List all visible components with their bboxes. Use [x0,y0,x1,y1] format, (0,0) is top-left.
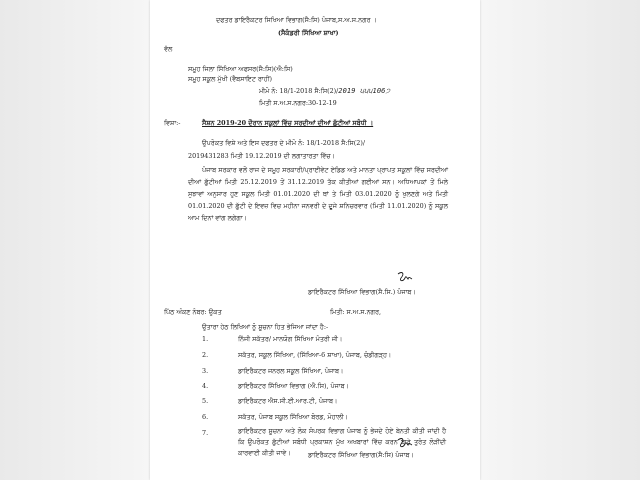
addressee-deo: ਸਮੂਹ ਜਿਲਾ ਸਿੱਖਿਆ ਅਫਸਰ(ਸੈ:ਸਿ)(ਐ:ਸਿ) [188,65,293,73]
memo-number [259,88,390,95]
recipient-text: ਸਕੱਤਰ, ਸਕੂਲ ਸਿੱਖਿਆ, (ਸਿੱਖਿਆ-6 ਸ਼ਾਖਾ), ਪੰਜਾਬ, ਚੰਡੀਗੜ੍ਹ। [238,351,392,359]
recipient-text: ਡਾਇਰੈਕਟਰ ਜਨਰਲ ਸਕੂਲ ਸਿੱਖਿਆ, ਪੰਜਾਬ। [238,367,344,375]
recipient-num: 1. [202,335,209,343]
recipient-text: ਸਕੱਤਰ, ਪੰਜਾਬ ਸਕੂਲ ਸਿੱਖਿਆ ਬੋਰਡ, ਮੋਹਾਲੀ। [238,413,348,421]
document-page [150,0,480,480]
endorsement-number: ਪਿੱਠ ਅੰਕਣ ਨੰਬਰ: ਉਕਤ [164,308,222,316]
signature-block-1: ਡਾਇਰੈਕਟਰ ਸਿੱਖਿਆ ਵਿਭਾਗ(ਸੈ.ਸਿ.) ਪੰਜਾਬ। [308,288,416,296]
body-para1-line2: 2019431283 ਮਿਤੀ 19.12.2019 ਦੀ ਲਗਾਤਾਰਤਾ ਵਿੱਚ। [188,152,335,160]
addressing-val: ਵੱਲ [164,45,173,53]
recipient-num: 6. [202,413,209,421]
body-para1-line1: ਉਪਰੋਕਤ ਵਿਸ਼ੇ ਅਤੇ ਇਸ ਦਫਤਰ ਦੇ ਮੀਮੋ ਨੰ: 18/1-2018 ਸੈ:ਸਿ(2)/ [202,139,366,147]
subject-text: ਸੈਸ਼ਨ 2019-20 ਦੌਰਾਨ ਸਕੂਲਾਂ ਵਿੱਚ ਸਰਦੀਆਂ ਦੀਆਂ ਛੁੱਟੀਆਂ ਸਬੰਧੀ । [202,119,374,127]
recipient-num: 2. [202,351,209,359]
recipient-text: ਡਾਇਰੈਕਟਰ ਸੂਚਨਾ ਅਤੇ ਲੋਕ ਸੰਪਰਕ ਵਿਭਾਗ ਪੰਜਾਬ ਨੂੰ ਭੇਜਦੇ ਹੋਏ ਬੇਨਤੀ ਕੀਤੀ ਜਾਂਦੀ ਹੈ ਕਿ ਉਪਰੋਕਤ ਛੁੱਟੀਆਂ ਸਬੰਧੀ ਪ੍ਰਕਾਸ਼ਨ ਮੁੱਖ ਅਖਬਾਰਾਂ ਵਿੱਚ ਕਰਨ ਬਾਰੇ ਤੁਰੰਤ ਲੋੜੀਂਦੀ ਕਾਰਵਾਈ ਕੀਤੀ ਜਾਵੇ। [238,427,446,457]
subject-label: ਵਿਸ਼ਾ:- [164,119,181,127]
memo-number-handwritten: 2019 ੫੫੫106੭ [338,87,391,95]
header-wing-line: (ਸੈਕੰਡਰੀ ਸਿੱਖਿਆ ਸ਼ਾਖਾ) [278,29,339,37]
recipient-num: 7. [202,429,209,437]
addressee-school-heads: ਸਮੂਹ ਸਕੂਲ ਮੁੱਖੀ (ਵੈਬਸਾਇਟ ਰਾਹੀਂ) [188,75,272,83]
signature-block-2: ਡਾਇਰੈਕਟਰ ਸਿੱਖਿਆ ਵਿਭਾਗ(ਸੈ:ਸਿ) ਪੰਜਾਬ। [308,451,414,459]
signature-2 [396,436,414,450]
recipient-num: 5. [202,397,209,405]
recipient-num: 3. [202,367,209,375]
recipient-text: ਡਾਇਰੈਕਟਰ ਐਸ.ਸੀ.ਈ.ਆਰ.ਟੀ, ਪੰਜਾਬ। [238,397,338,405]
body-para2: ਪੰਜਾਬ ਸਰਕਾਰ ਵਲੋਂ ਰਾਜ ਦੇ ਸਮੂਹ ਸਰਕਾਰੀ/ਪ੍ਰਾਈਵੇਟ ਏਡਿਡ ਅਤੇ ਮਾਨਤਾ ਪ੍ਰਾਪਤ ਸਕੂਲਾਂ ਵਿੱਚ ਸਰਦੀਆਂ ਦੀਆਂ ਛੁੱਟੀਆਂ ਮਿਤੀ 25.12.2019 ਤੋਂ 31.12.2019 ਤੱਕ ਕੀਤੀਆਂ ਗਈਆਂ ਸਨ। ਅਧਿਆਪਕਾਂ ਤੋਂ ਮਿਲੇ ਸੁਝਾਵਾਂ ਅਨੁਸਾਰ ਹੁਣ ਸਕੂਲ ਮਿਤੀ 01.01.2020 ਦੀ ਥਾਂ ਤੇ ਮਿਤੀ 03.01.2020 ਨੂੰ ਖੁਲਣਗੇ ਅਤੇ ਮਿਤੀ 01.01.2020 ਦੀ ਛੁੱਟੀ ਦੇ ਇਵਜ਼ ਵਿਚ ਮਹੀਨਾ ਜਨਵਰੀ ਦੇ ਦੂਜੇ ਸ਼ਨਿਚਰਵਾਰ (ਮਿਤੀ 11.01.2020) ਨੂੰ ਸਕੂਲ ਆਮ ਦਿਨਾਂ ਵਾਂਗ ਲਗੇਗਾ। [188,166,448,222]
header-office-line: ਦਫਤਰ ਡਾਇਰੈਕਟਰ ਸਿਖਿਆ ਵਿਭਾਗ(ਸੈ:ਸਿ) ਪੰਜਾਬ,ਸ.ਅ.ਸ.ਨਗਰ । [216,16,377,24]
recipient-text: ਨਿੱਜੀ ਸਕੱਤਰ/ ਮਾਨਯੋਗ ਸਿੱਖਿਆ ਮੰਤਰੀ ਜੀ। [238,335,343,343]
endorsement-date: ਮਿਤੀ: ਸ.ਅ.ਸ.ਨਗਰ, [330,308,381,316]
recipient-text: ਡਾਇਰੈਕਟਰ ਸਿੱਖਿਆ ਵਿਭਾਗ (ਐ.ਸਿ), ਪੰਜਾਬ। [238,382,349,390]
endorsement-intro: ਉਤਾਰਾ ਹੇਠ ਲਿਖਿਆਂ ਨੂੰ ਸੂਚਨਾ ਹਿਤ ਭੇਜਿਆ ਜਾਂਦਾ ਹੈ:- [202,323,329,331]
recipient-num: 4. [202,382,209,390]
memo-number-printed: ਮੀਮੋ ਨੰ: 18/1-2018 ਸੈ:ਸਿ(2)/ [259,87,339,95]
memo-date: ਮਿਤੀ ਸ.ਅ.ਸ.ਨਗਰ:30-12-19 [259,99,337,107]
background-right [480,0,640,480]
signature-1 [396,270,414,284]
background-left [0,0,150,480]
